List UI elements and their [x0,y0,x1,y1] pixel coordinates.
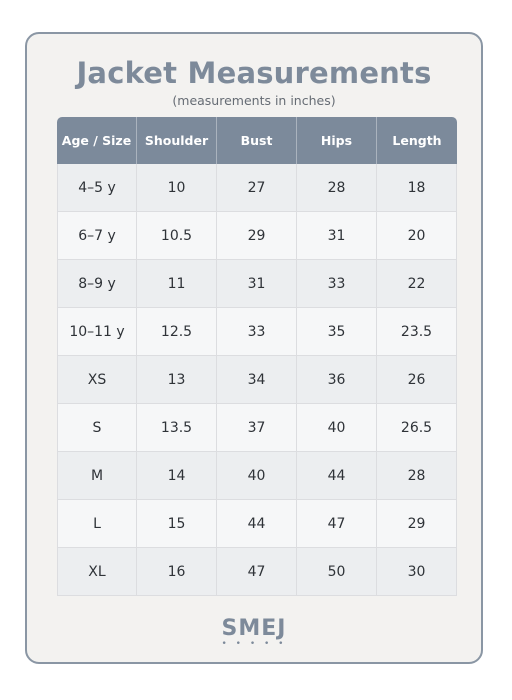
table-row [57,356,457,404]
cell-bust: 44 [217,500,297,548]
cell-hips: 28 [297,164,377,212]
table-row [57,212,457,260]
cell-hips: 50 [297,548,377,596]
cell-size: 6–7 y [57,212,137,260]
cell-bust: 34 [217,356,297,404]
cell-hips: 33 [297,260,377,308]
cell-bust: 47 [217,548,297,596]
cell-length: 29 [377,500,457,548]
header-shoulder: Shoulder [137,117,217,164]
cell-size: S [57,404,137,452]
page-subtitle: (measurements in inches) [172,93,336,108]
cell-size: XL [57,548,137,596]
cell-bust: 31 [217,260,297,308]
cell-shoulder: 13 [137,356,217,404]
cell-bust: 29 [217,212,297,260]
table-row [57,164,457,212]
cell-hips: 40 [297,404,377,452]
size-chart-card [25,32,483,664]
cell-shoulder: 12.5 [137,308,217,356]
cell-size: XS [57,356,137,404]
header-length: Length [377,117,457,164]
table-row [57,452,457,500]
cell-length: 20 [377,212,457,260]
cell-bust: 33 [217,308,297,356]
table-row [57,308,457,356]
table-row [57,548,457,596]
cell-length: 23.5 [377,308,457,356]
cell-size: 4–5 y [57,164,137,212]
table-row [57,404,457,452]
table-row [57,500,457,548]
cell-hips: 31 [297,212,377,260]
cell-shoulder: 14 [137,452,217,500]
cell-hips: 36 [297,356,377,404]
cell-shoulder: 15 [137,500,217,548]
cell-hips: 47 [297,500,377,548]
cell-shoulder: 11 [137,260,217,308]
cell-shoulder: 13.5 [137,404,217,452]
header-age-size: Age / Size [57,117,137,164]
cell-length: 18 [377,164,457,212]
cell-shoulder: 16 [137,548,217,596]
table-header-row [57,117,457,164]
cell-size: L [57,500,137,548]
cell-bust: 37 [217,404,297,452]
cell-size: 10–11 y [57,308,137,356]
page-title: Jacket Measurements [76,56,432,90]
cell-hips: 35 [297,308,377,356]
cell-shoulder: 10 [137,164,217,212]
cell-bust: 27 [217,164,297,212]
cell-bust: 40 [217,452,297,500]
cell-shoulder: 10.5 [137,212,217,260]
header-bust: Bust [217,117,297,164]
cell-length: 26.5 [377,404,457,452]
measurements-table [57,117,457,596]
brand-logo: SMEJ [221,616,287,641]
table-row [57,260,457,308]
cell-size: 8–9 y [57,260,137,308]
cell-length: 30 [377,548,457,596]
cell-length: 22 [377,260,457,308]
header-hips: Hips [297,117,377,164]
cell-length: 26 [377,356,457,404]
cell-hips: 44 [297,452,377,500]
brand-logo-dots: • • • • • [221,639,287,649]
cell-length: 28 [377,452,457,500]
cell-size: M [57,452,137,500]
